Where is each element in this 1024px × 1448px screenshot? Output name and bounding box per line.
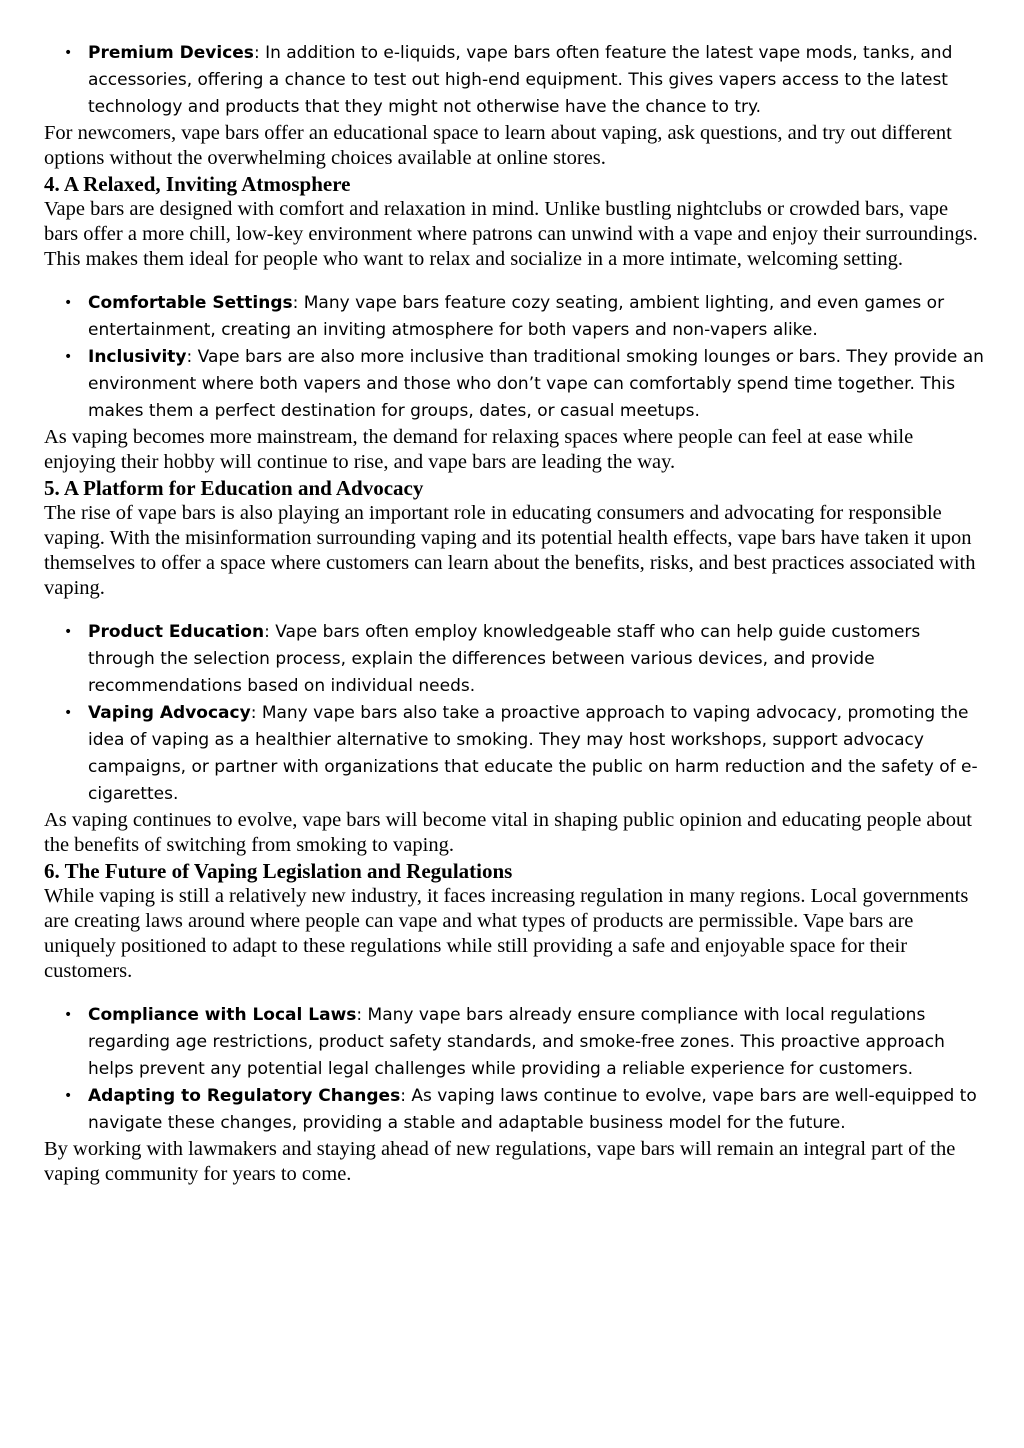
- list-item: [44, 40, 984, 121]
- bullet-list-section-5: [44, 619, 984, 808]
- section-heading-6: 6. The Future of Vaping Legislation and Regulations: [44, 859, 513, 883]
- list-item: [44, 344, 984, 425]
- list-item-text: : In addition to e-liquids, vape bars often feature the latest vape mods, tanks, and accessories, offering a chance to test out high-end equipment. This gives vapers access to the latest technology and products that they might not otherwise have the chance to try.: [88, 43, 953, 117]
- document-body: [44, 40, 984, 1187]
- paragraph-section-4-after: As vaping becomes more mainstream, the demand for relaxing spaces where people can feel at ease while enjoying their hobby will continue to rise, and vape bars are leading the way.: [44, 426, 914, 473]
- paragraph-section-5: The rise of vape bars is also playing an important role in educating consumers and advocating for responsible vaping. With the misinformation surrounding vaping and its potential health effects, vape bars have taken it upon themselves to offer a space where customers can learn about the benefits, risks, and best practices associated with vaping.: [44, 502, 976, 599]
- paragraph-section-6-after: By working with lawmakers and staying ahead of new regulations, vape bars will remain an integral part of the vaping community for years to come.: [44, 1138, 956, 1185]
- section-heading-5: 5. A Platform for Education and Advocacy: [44, 476, 424, 500]
- bullet-list-devices: [44, 40, 984, 121]
- list-item-term: Vaping Advocacy: [88, 703, 251, 723]
- list-item: [44, 290, 984, 344]
- list-item-text: : Many vape bars also take a proactive approach to vaping advocacy, promoting the idea of vaping as a healthier alternative to smoking. They may host workshops, support advocacy campaigns, or partner with organizations that educate the public on harm reduction and the safety of e-cigarettes.: [88, 703, 978, 804]
- bullet-list-section-4: [44, 290, 984, 425]
- list-item-text: : Many vape bars feature cozy seating, ambient lighting, and even games or entertainment, creating an inviting atmosphere for both vapers and non-vapers alike.: [88, 293, 945, 340]
- list-item-term: Comfortable Settings: [88, 293, 293, 313]
- list-item: [44, 700, 984, 808]
- list-item-text: : Vape bars are also more inclusive than traditional smoking lounges or bars. They provide an environment where both vapers and those who don’t vape can comfortably spend time together. This makes them a perfect destination for groups, dates, or casual meetups.: [88, 347, 984, 421]
- list-item-term: Product Education: [88, 622, 265, 642]
- section-heading-4: 4. A Relaxed, Inviting Atmosphere: [44, 172, 351, 196]
- list-item: [44, 1083, 984, 1137]
- list-item-term: Premium Devices: [88, 43, 254, 63]
- bullet-list-section-6: [44, 1002, 984, 1137]
- paragraph-section-5-after: As vaping continues to evolve, vape bars will become vital in shaping public opinion and educating people about the benefits of switching from smoking to vaping.: [44, 809, 972, 856]
- paragraph-newcomers: For newcomers, vape bars offer an educational space to learn about vaping, ask questions, and try out different options without the overwhelming choices available at online stores.: [44, 122, 952, 169]
- list-item-term: Compliance with Local Laws: [88, 1005, 357, 1025]
- list-item-text: : Vape bars often employ knowledgeable staff who can help guide customers through the selection process, explain the differences between various devices, and provide recommendations based on individual needs.: [88, 622, 921, 696]
- list-item-term: Adapting to Regulatory Changes: [88, 1086, 401, 1106]
- list-item: [44, 1002, 984, 1083]
- list-item-text: : As vaping laws continue to evolve, vape bars are well-equipped to navigate these changes, providing a stable and adaptable business model for the future.: [88, 1086, 977, 1133]
- list-item: [44, 619, 984, 700]
- paragraph-section-4: Vape bars are designed with comfort and relaxation in mind. Unlike bustling nightclubs or crowded bars, vape bars offer a more chill, low-key environment where patrons can unwind with a vape and enjoy their surroundings. This makes them ideal for people who want to relax and socialize in a more intimate, welcoming setting.: [44, 198, 978, 270]
- paragraph-section-6: While vaping is still a relatively new industry, it faces increasing regulation in many regions. Local governments are creating laws around where people can vape and what types of products are permissible. Vape bars are uniquely positioned to adapt to these regulations while still providing a safe and enjoyable space for their customers.: [44, 885, 969, 982]
- list-item-term: Inclusivity: [88, 347, 187, 367]
- list-item-text: : Many vape bars already ensure compliance with local regulations regarding age restrictions, product safety standards, and smoke-free zones. This proactive approach helps prevent any potential legal challenges while providing a reliable experience for customers.: [88, 1005, 945, 1079]
